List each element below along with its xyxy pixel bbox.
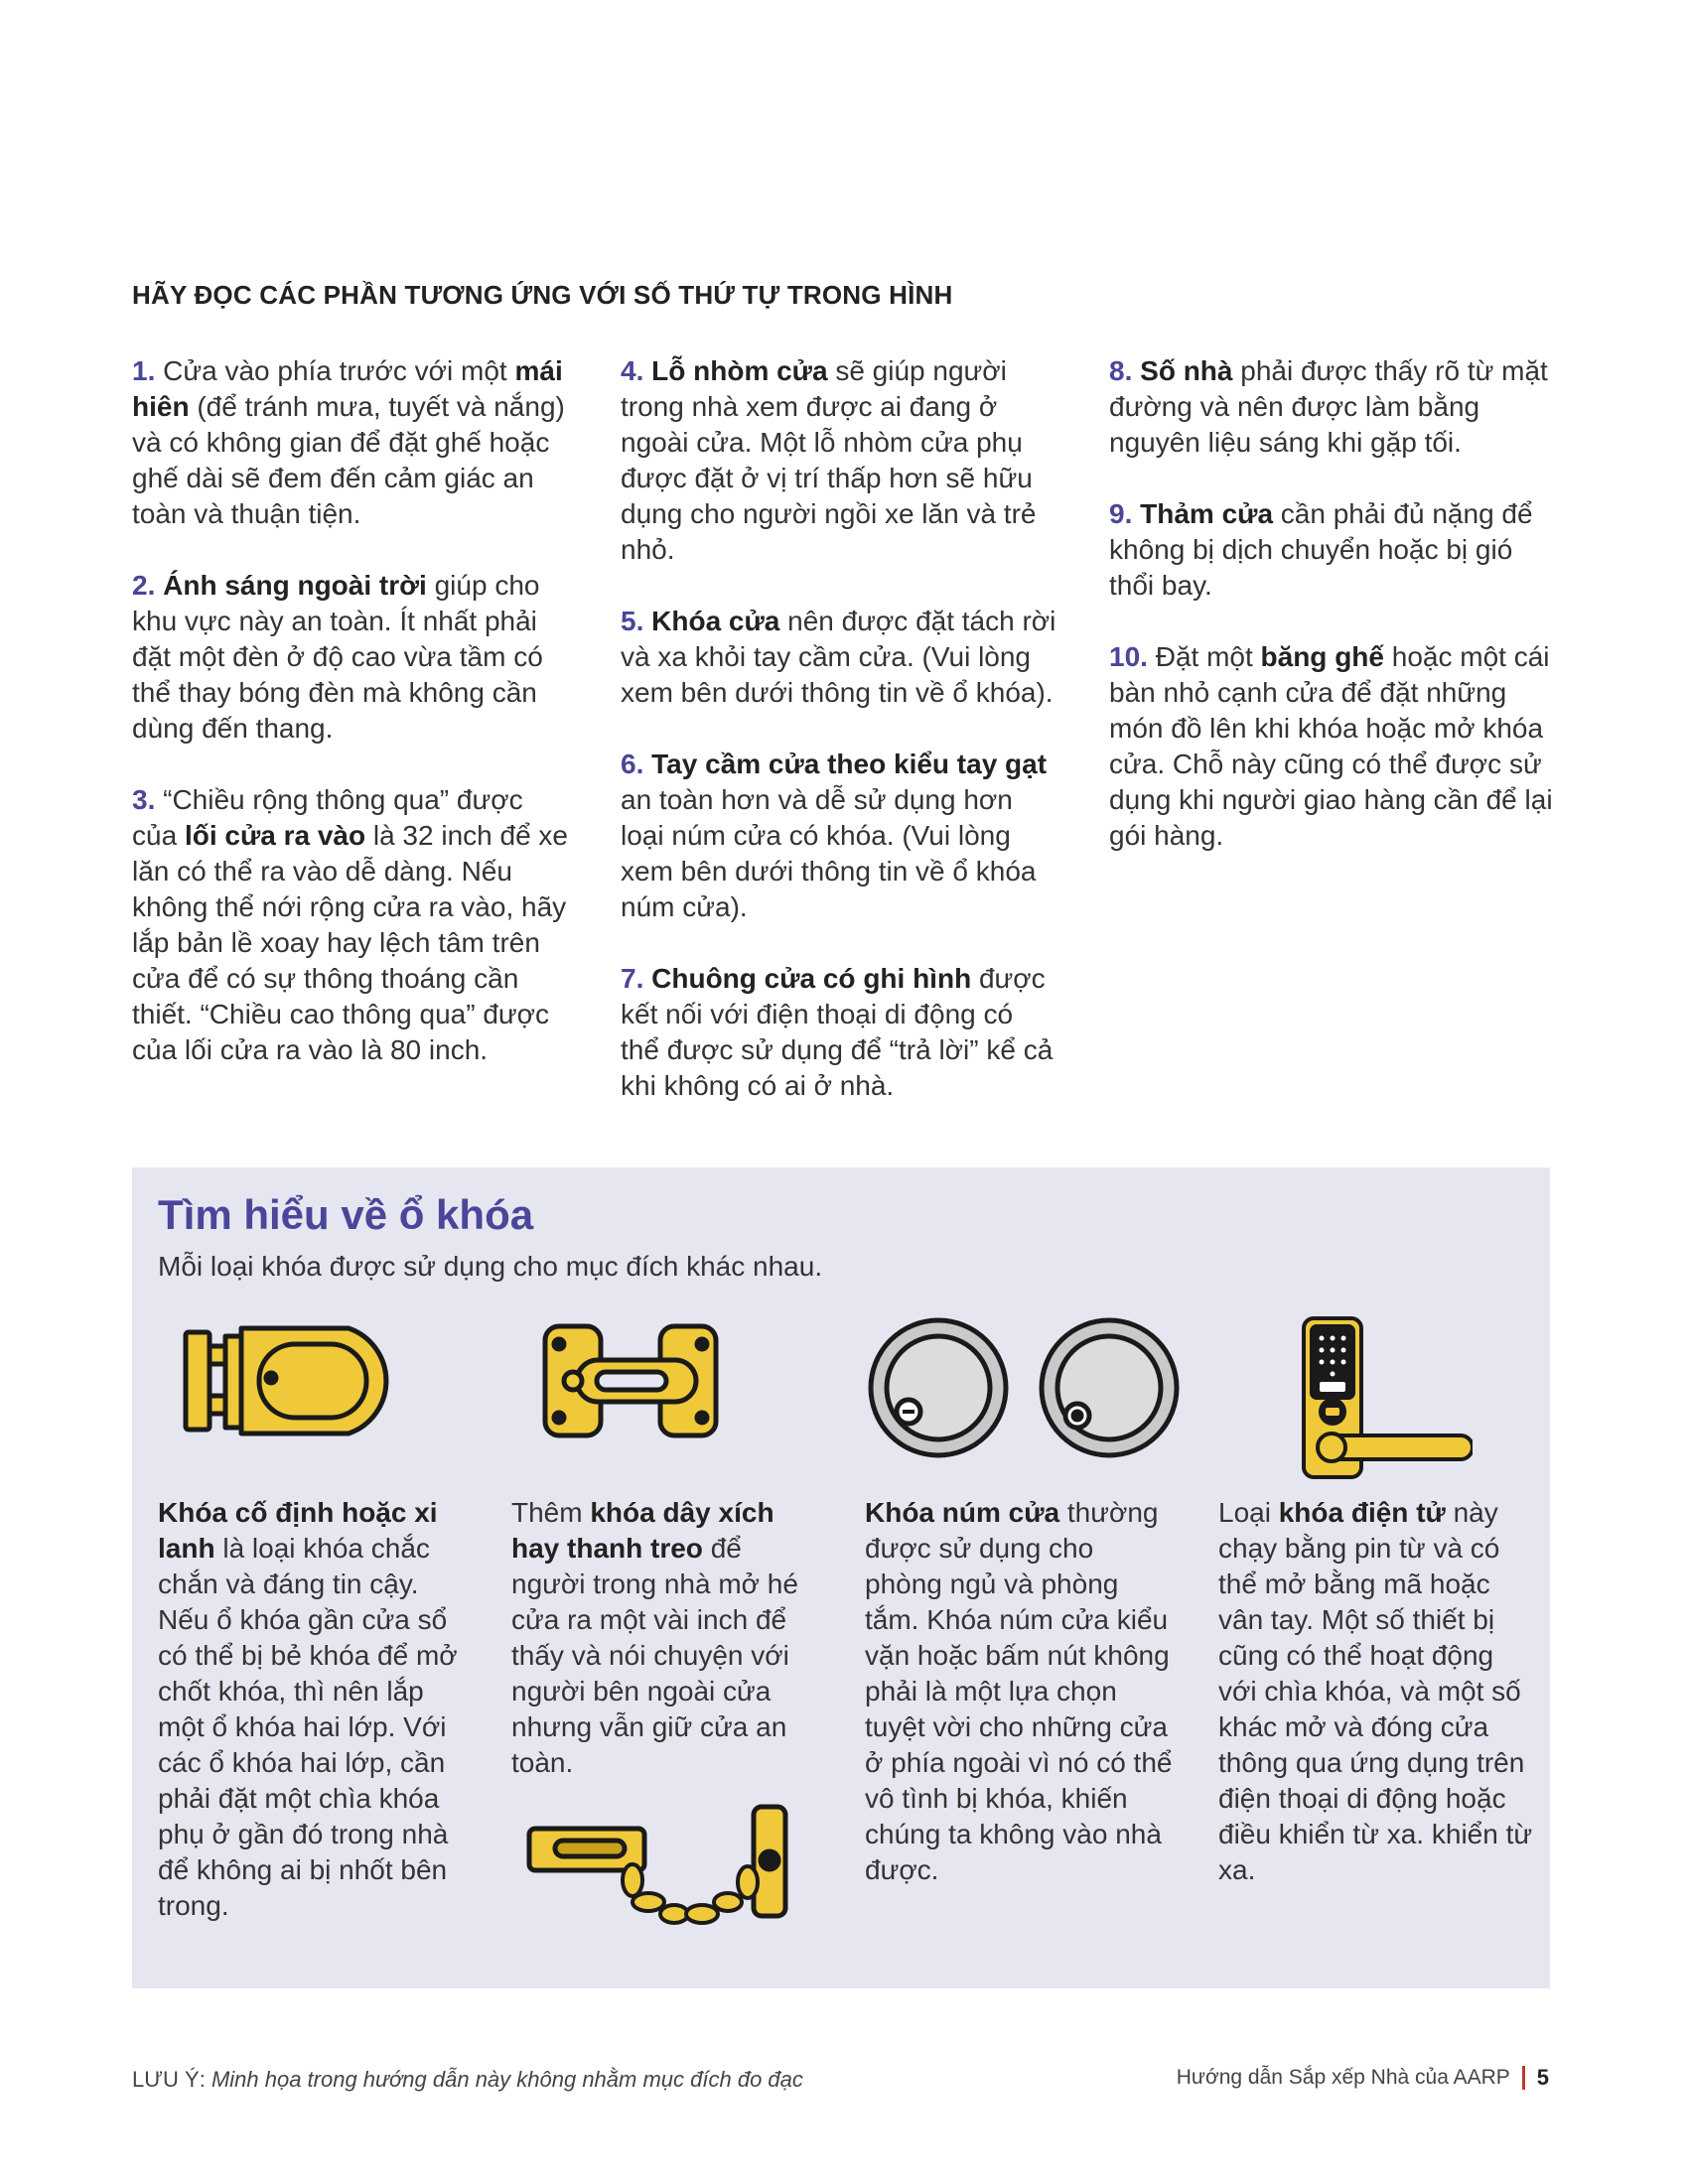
lock-desc-electronic: Loại khóa điện tử này chạy bằng pin từ và có thể mở bằng mã hoặc vân tay. Một số thiết bị cũng có thể hoạt động với chìa khóa, và một số khác mở và đóng cửa thông qua ứng dụng trên điện thoại di động hoặc điều khiển từ xa. khiển từ xa.: [1218, 1497, 1533, 1885]
item-1: 1. Cửa vào phía trước với một mái hiên (để tránh mưa, tuyết và nắng) và có không gian để đặt ghế hoặc ghế dài sẽ đem đến cảm giác an toàn và thuận tiện.: [132, 355, 565, 529]
guide-title: Hướng dẫn Sắp xếp Nhà của AARP: [1176, 2066, 1510, 2089]
lock-desc-deadbolt: Khóa cố định hoặc xi lanh là loại khóa chắc chắn và đáng tin cậy. Nếu ổ khóa gần cửa sổ có thể bị bẻ khóa để mở chốt khóa, thì nên lắp một ổ khóa hai lớp. Với các ổ khóa hai lớp, cần phải đặt một chìa khóa phụ ở gần đó trong nhà để không ai bị nhốt bên trong.: [158, 1497, 458, 1921]
item-9: 9. Thảm cửa cần phải đủ nặng để không bị dịch chuyển hoặc bị gió thổi bay.: [1109, 498, 1533, 601]
item-5: 5. Khóa cửa nên được đặt tách rời và xa khỏi tay cầm cửa. (Vui lòng xem bên dưới thông tin về ổ khóa).: [621, 606, 1056, 708]
chain-lock-icon: [525, 1803, 793, 1942]
lock-desc-chain: Thêm khóa dây xích hay thanh treo để người trong nhà mở hé cửa ra một vài inch để thấy và nói chuyện với người bên ngoài cửa nhưng vẫn giữ cửa an toàn.: [511, 1497, 798, 1778]
panel-title: Tìm hiểu về ổ khóa: [158, 1191, 534, 1238]
item-6: 6. Tay cầm cửa theo kiểu tay gạt an toàn hơn và dễ sử dụng hơn loại núm cửa có khóa. (Vui lòng xem bên dưới thông tin về ổ khóa núm cửa).: [621, 749, 1048, 922]
locks-panel: [132, 1167, 1550, 1988]
item-2: 2. Ánh sáng ngoài trời giúp cho khu vực này an toàn. Ít nhất phải đặt một đèn ở độ cao vừa tầm có thể thay bóng đèn mà không cần dùng đến thang.: [132, 570, 543, 744]
page-number: 5: [1536, 2065, 1549, 2090]
item-8: 8. Số nhà phải được thấy rõ từ mặt đường và nên được làm bằng nguyên liệu sáng khi gặp tối.: [1109, 355, 1548, 458]
item-7: 7. Chuông cửa có ghi hình được kết nối với điện thoại di động có thể được sử dụng để “trả lời” kể cả khi không có ai ở nhà.: [621, 963, 1054, 1101]
item-4: 4. Lỗ nhòm cửa sẽ giúp người trong nhà xem được ai đang ở ngoài cửa. Một lỗ nhòm cửa phụ được đặt ở vị trí thấp hơn sẽ hữu dụng cho người ngồi xe lăn và trẻ nhỏ.: [621, 355, 1037, 565]
footer-divider: [1522, 2066, 1525, 2090]
electronic-lock-illustration: [1294, 1316, 1492, 1485]
door-knob-icon: [867, 1316, 1185, 1465]
footer-guide: [1177, 2065, 1549, 2091]
item-3: 3. “Chiều rộng thông qua” được của lối cửa ra vào là 32 inch để xe lăn có thể ra vào dễ dàng. Nếu không thể nới rộng cửa ra vào, hãy lắp bản lề xoay hay lệch tâm trên cửa để có sự thông thoáng cần thiết. “Chiều cao thông qua” được của lối cửa ra vào là 80 inch.: [132, 784, 568, 1065]
lock-desc-knob: Khóa núm cửa thường được sử dụng cho phòng ngủ và phòng tắm. Khóa núm cửa kiểu vặn hoặc bấm nút không phải là một lựa chọn tuyệt vời cho những cửa ở phía ngoài vì nó có thể vô tình bị khóa, khiến chúng ta không vào nhà được.: [865, 1497, 1173, 1885]
item-10: 10. Đặt một băng ghế hoặc một cái bàn nhỏ cạnh cửa để đặt những món đồ lên khi khóa hoặc mở khóa cửa. Chỗ này cũng có thể được sử dụng khi người giao hàng cần để lại gói hàng.: [1109, 641, 1553, 851]
chain-lock-illustration: [525, 1803, 793, 1947]
panel-subtitle: Mỗi loại khóa được sử dụng cho mục đích khác nhau.: [158, 1251, 823, 1282]
column-3: [1109, 353, 1556, 889]
deadbolt-illustration: [182, 1316, 490, 1445]
knob-lock-illustration: [867, 1316, 1195, 1465]
swing-bar-illustration: [537, 1316, 845, 1445]
column-1: [132, 353, 569, 1104]
deadbolt-icon: [182, 1316, 420, 1445]
footer-note: LƯU Ý: Minh họa trong hướng dẫn này không nhằm mục đích đo đạc: [132, 2067, 803, 2092]
column-2: [621, 353, 1057, 1140]
electronic-lock-icon: [1294, 1316, 1473, 1485]
section-heading: HÃY ĐỌC CÁC PHẦN TƯƠNG ỨNG VỚI SỐ THỨ TỰ TRONG HÌNH: [132, 280, 953, 310]
swing-bar-guard-icon: [537, 1316, 736, 1445]
